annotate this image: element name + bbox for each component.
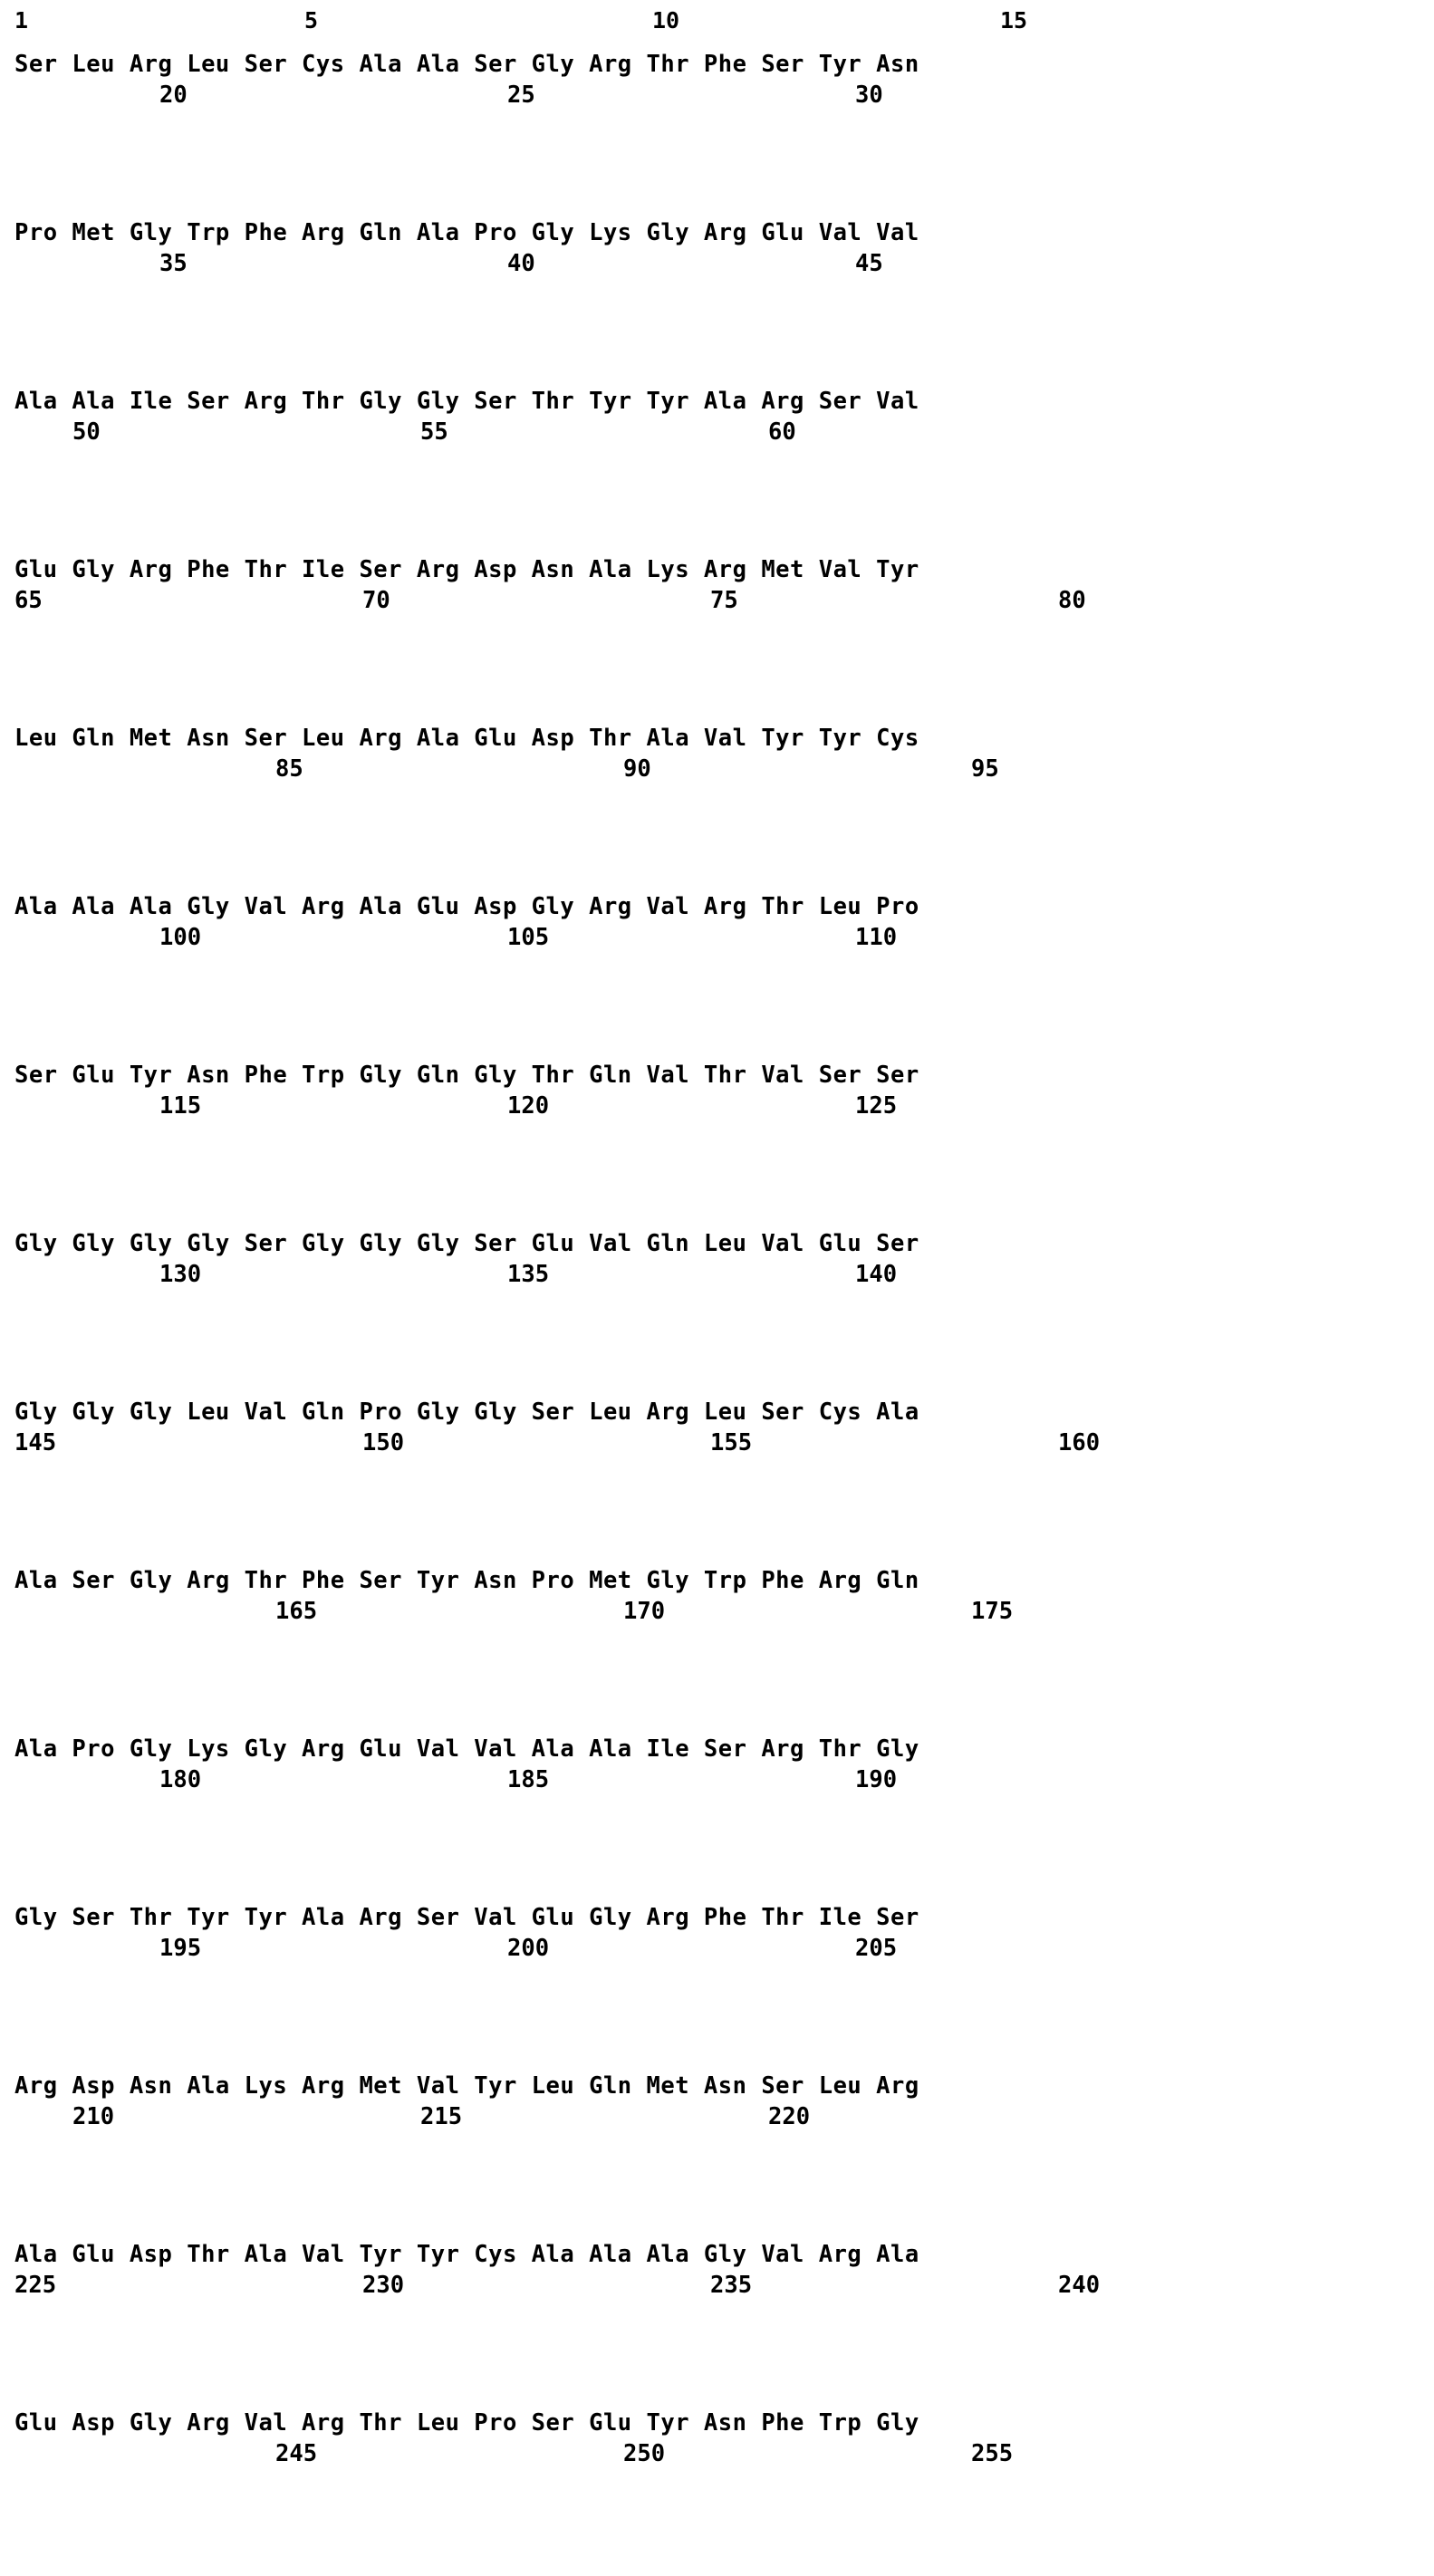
residue-number: 125 (855, 1092, 898, 1120)
sequence-block (14, 1228, 1434, 1397)
residue-number: 250 (623, 2440, 666, 2467)
residue-row: Pro Met Gly Trp Phe Arg Gln Ala Pro Gly Lys Gly Arg Glu Val Val (14, 219, 919, 246)
residue-number-row (14, 2270, 1434, 2301)
ruler-number: 5 (304, 7, 319, 34)
residue-number: 210 (72, 2103, 115, 2130)
sequence-listing-page (0, 7, 1434, 2576)
residue-number: 120 (507, 1092, 550, 1120)
residue-number-row (14, 585, 1434, 616)
sequence-block (14, 1397, 1434, 1565)
position-ruler (14, 7, 1434, 49)
ruler-number: 1 (14, 7, 29, 34)
residue-number-row (14, 2101, 1434, 2132)
residue-number: 240 (1058, 2272, 1101, 2299)
residue-row: Ser Leu Arg Leu Ser Cys Ala Ala Ser Gly Arg Thr Phe Ser Tyr Asn (14, 51, 919, 78)
residue-number-row (14, 1427, 1434, 1458)
sequence-block (14, 2239, 1434, 2408)
residue-number: 40 (507, 250, 535, 277)
residue-number: 30 (855, 82, 883, 109)
residue-row: Leu Gln Met Asn Ser Leu Arg Ala Glu Asp Thr Ala Val Tyr Tyr Cys (14, 725, 919, 752)
ruler-number: 15 (1000, 7, 1028, 34)
residue-number: 165 (275, 1598, 318, 1625)
residue-number: 110 (855, 924, 898, 951)
residue-number: 160 (1058, 1429, 1101, 1456)
residue-number: 225 (14, 2272, 57, 2299)
residue-row: Glu Gly Arg Phe Thr Ile Ser Arg Asp Asn Ala Lys Arg Met Val Tyr (14, 556, 919, 583)
sequence-block (14, 891, 1434, 1060)
residue-number: 60 (768, 418, 796, 446)
sequence-blocks (0, 49, 1434, 2576)
residue-row: Arg Asp Asn Ala Lys Arg Met Val Tyr Leu Gln Met Asn Ser Leu Arg (14, 2072, 919, 2100)
residue-number: 70 (362, 587, 390, 614)
ruler-number: 10 (652, 7, 680, 34)
residue-row: Ala Ala Ile Ser Arg Thr Gly Gly Ser Thr Tyr Tyr Ala Arg Ser Val (14, 388, 919, 415)
sequence-block (14, 1902, 1434, 2071)
residue-number: 200 (507, 1935, 550, 1962)
residue-number: 190 (855, 1766, 898, 1793)
residue-row: Ala Ser Gly Arg Thr Phe Ser Tyr Asn Pro Met Gly Trp Phe Arg Gln (14, 1567, 919, 1594)
residue-number: 170 (623, 1598, 666, 1625)
residue-number-row (14, 2438, 1434, 2469)
residue-number-row (14, 922, 1434, 953)
residue-number-row (14, 1091, 1434, 1121)
residue-number-row (14, 248, 1434, 279)
sequence-block (14, 2408, 1434, 2576)
sequence-block (14, 1565, 1434, 1734)
residue-number: 95 (971, 755, 999, 783)
residue-number: 45 (855, 250, 883, 277)
sequence-block (14, 49, 1434, 217)
sequence-block (14, 217, 1434, 386)
residue-number: 230 (362, 2272, 405, 2299)
residue-number: 140 (855, 1261, 898, 1288)
residue-number: 105 (507, 924, 550, 951)
residue-number: 115 (159, 1092, 202, 1120)
residue-row: Gly Gly Gly Gly Ser Gly Gly Gly Ser Glu Val Gln Leu Val Glu Ser (14, 1230, 919, 1257)
residue-number-row (14, 417, 1434, 447)
residue-number-row (14, 1764, 1434, 1795)
sequence-block (14, 1734, 1434, 1902)
residue-number-row (14, 80, 1434, 111)
residue-number-row (14, 1259, 1434, 1290)
residue-number-row (14, 1596, 1434, 1627)
residue-number: 215 (420, 2103, 463, 2130)
residue-number: 235 (710, 2272, 753, 2299)
residue-number: 20 (159, 82, 188, 109)
residue-number: 65 (14, 587, 43, 614)
residue-row: Glu Asp Gly Arg Val Arg Thr Leu Pro Ser Glu Tyr Asn Phe Trp Gly (14, 2409, 919, 2437)
residue-number: 80 (1058, 587, 1086, 614)
residue-number: 195 (159, 1935, 202, 1962)
sequence-block (14, 2071, 1434, 2239)
residue-number: 25 (507, 82, 535, 109)
residue-number: 205 (855, 1935, 898, 1962)
residue-number: 185 (507, 1766, 550, 1793)
residue-number: 145 (14, 1429, 57, 1456)
residue-row: Ala Glu Asp Thr Ala Val Tyr Tyr Cys Ala Ala Ala Gly Val Arg Ala (14, 2241, 919, 2268)
residue-number: 155 (710, 1429, 753, 1456)
residue-row: Ser Glu Tyr Asn Phe Trp Gly Gln Gly Thr Gln Val Thr Val Ser Ser (14, 1062, 919, 1089)
residue-number: 55 (420, 418, 448, 446)
sequence-block (14, 554, 1434, 723)
residue-number: 35 (159, 250, 188, 277)
residue-number: 255 (971, 2440, 1014, 2467)
residue-number: 150 (362, 1429, 405, 1456)
residue-number: 90 (623, 755, 651, 783)
sequence-block (14, 386, 1434, 554)
residue-number: 130 (159, 1261, 202, 1288)
residue-number-row (14, 754, 1434, 784)
residue-number: 135 (507, 1261, 550, 1288)
residue-number: 50 (72, 418, 101, 446)
residue-row: Gly Gly Gly Leu Val Gln Pro Gly Gly Ser Leu Arg Leu Ser Cys Ala (14, 1399, 919, 1426)
residue-row: Ala Ala Ala Gly Val Arg Ala Glu Asp Gly Arg Val Arg Thr Leu Pro (14, 893, 919, 920)
residue-number: 245 (275, 2440, 318, 2467)
residue-number: 180 (159, 1766, 202, 1793)
residue-number: 85 (275, 755, 303, 783)
sequence-block (14, 1060, 1434, 1228)
residue-number: 220 (768, 2103, 811, 2130)
residue-row: Gly Ser Thr Tyr Tyr Ala Arg Ser Val Glu Gly Arg Phe Thr Ile Ser (14, 1904, 919, 1931)
residue-number: 75 (710, 587, 738, 614)
residue-number: 175 (971, 1598, 1014, 1625)
residue-number-row (14, 1933, 1434, 1964)
sequence-block (14, 723, 1434, 891)
residue-row: Ala Pro Gly Lys Gly Arg Glu Val Val Ala Ala Ile Ser Arg Thr Gly (14, 1735, 919, 1763)
residue-number: 100 (159, 924, 202, 951)
